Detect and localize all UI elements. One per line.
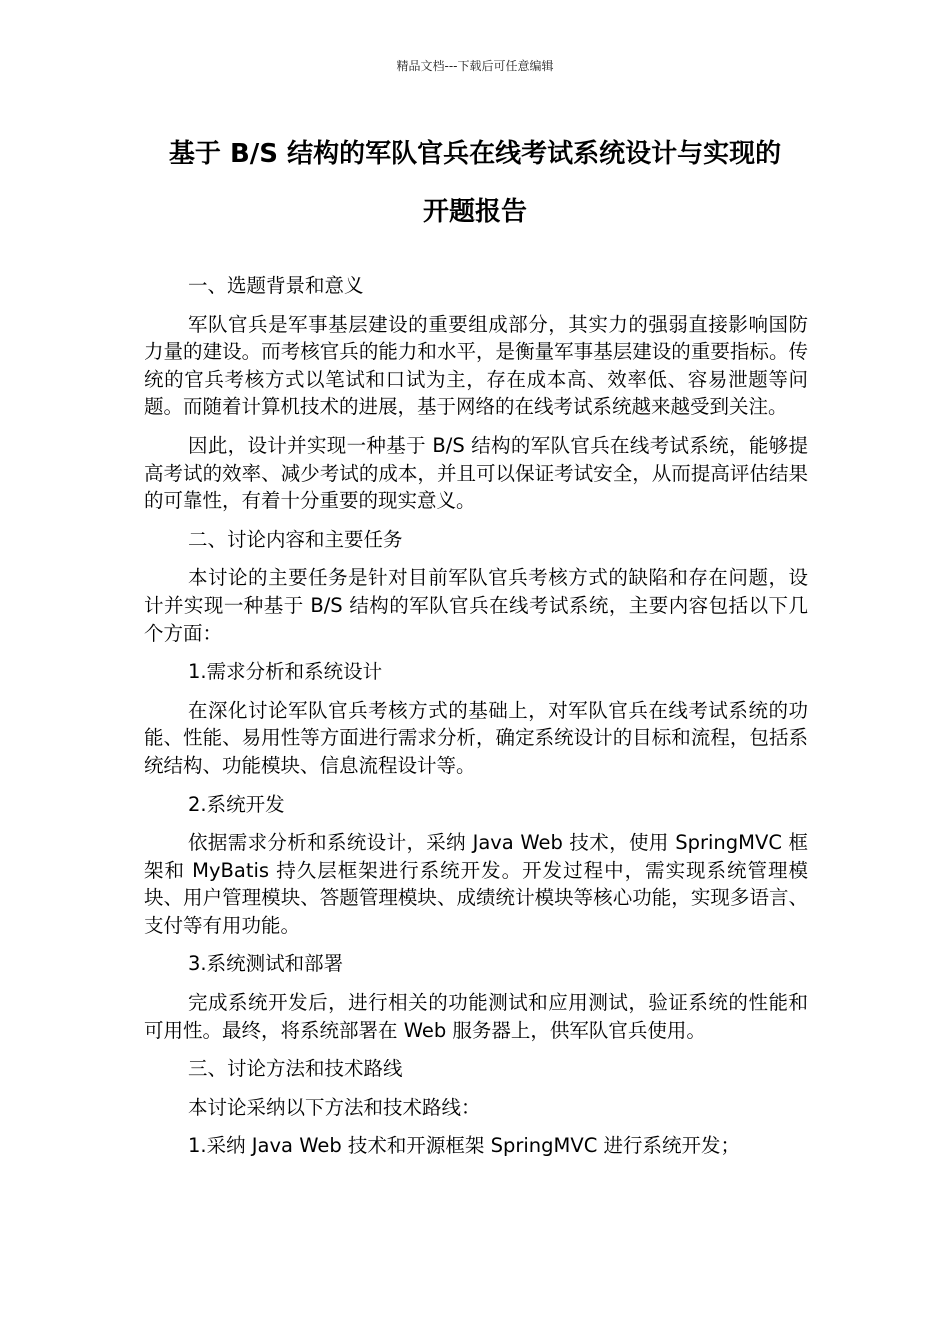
paragraph-background-1: 军队官兵是军事基层建设的重要组成部分，其实力的强弱直接影响国防力量的建设。而考核官兵的能力和水平，是衡量军事基层建设的重要指标。传统的官兵考核方式以笔试和口试为主，存在成本高、效率低、容易泄题等问题。而随着计算机技术的进展，基于网络的在线考试系统越来越受到关注。 bbox=[144, 312, 808, 419]
document-body bbox=[144, 272, 808, 1171]
header-note: 精品文档---下载后可任意编辑 bbox=[396, 59, 554, 73]
section-heading-content-tasks: 二、讨论内容和主要任务 bbox=[188, 527, 403, 551]
paragraph-testing-deployment: 完成系统开发后，进行相关的功能测试和应用测试，验证系统的性能和可用性。最终，将系统部署在 Web 服务器上，供军队官兵使用。 bbox=[144, 991, 808, 1042]
paragraph-methods-intro: 本讨论采纳以下方法和技术路线： bbox=[188, 1095, 481, 1119]
paragraph-main-tasks: 本讨论的主要任务是针对目前军队官兵考核方式的缺陷和存在问题，设计并实现一种基于 B/S 结构的军队官兵在线考试系统，主要内容包括以下几个方面： bbox=[144, 566, 808, 645]
subheading-requirements-design: 1.需求分析和系统设计 bbox=[188, 660, 383, 684]
paragraph-requirements-design: 在深化讨论军队官兵考核方式的基础上，对军队官兵在线考试系统的功能、性能、易用性等方面进行需求分析，确定系统设计的目标和流程，包括系统结构、功能模块、信息流程设计等。 bbox=[144, 698, 808, 777]
document-title-line-1: 基于 B/S 结构的军队官兵在线考试系统设计与实现的 bbox=[168, 139, 782, 169]
subheading-testing-deployment: 3.系统测试和部署 bbox=[188, 952, 344, 976]
document-title-line-2: 开题报告 bbox=[422, 197, 527, 227]
section-heading-background: 一、选题背景和意义 bbox=[188, 274, 364, 297]
list-item-method-1: 1.采纳 Java Web 技术和开源框架 SpringMVC 进行系统开发； bbox=[188, 1134, 741, 1158]
subheading-system-development: 2.系统开发 bbox=[188, 792, 285, 816]
paragraph-system-development: 依据需求分析和系统设计，采纳 Java Web 技术，使用 SpringMVC 框架和 MyBatis 持久层框架进行系统开发。开发过程中，需实现系统管理模块、用户管理模块、答题管理模块、成绩统计模块等核心功能，实现多语言、支付等有用功能。 bbox=[144, 831, 808, 937]
paragraph-background-2: 因此，设计并实现一种基于 B/S 结构的军队官兵在线考试系统，能够提高考试的效率、减少考试的成本，并且可以保证考试安全，从而提高评估结果的可靠性，有着十分重要的现实意义。 bbox=[144, 433, 808, 513]
section-heading-methods: 三、讨论方法和技术路线 bbox=[188, 1057, 403, 1081]
